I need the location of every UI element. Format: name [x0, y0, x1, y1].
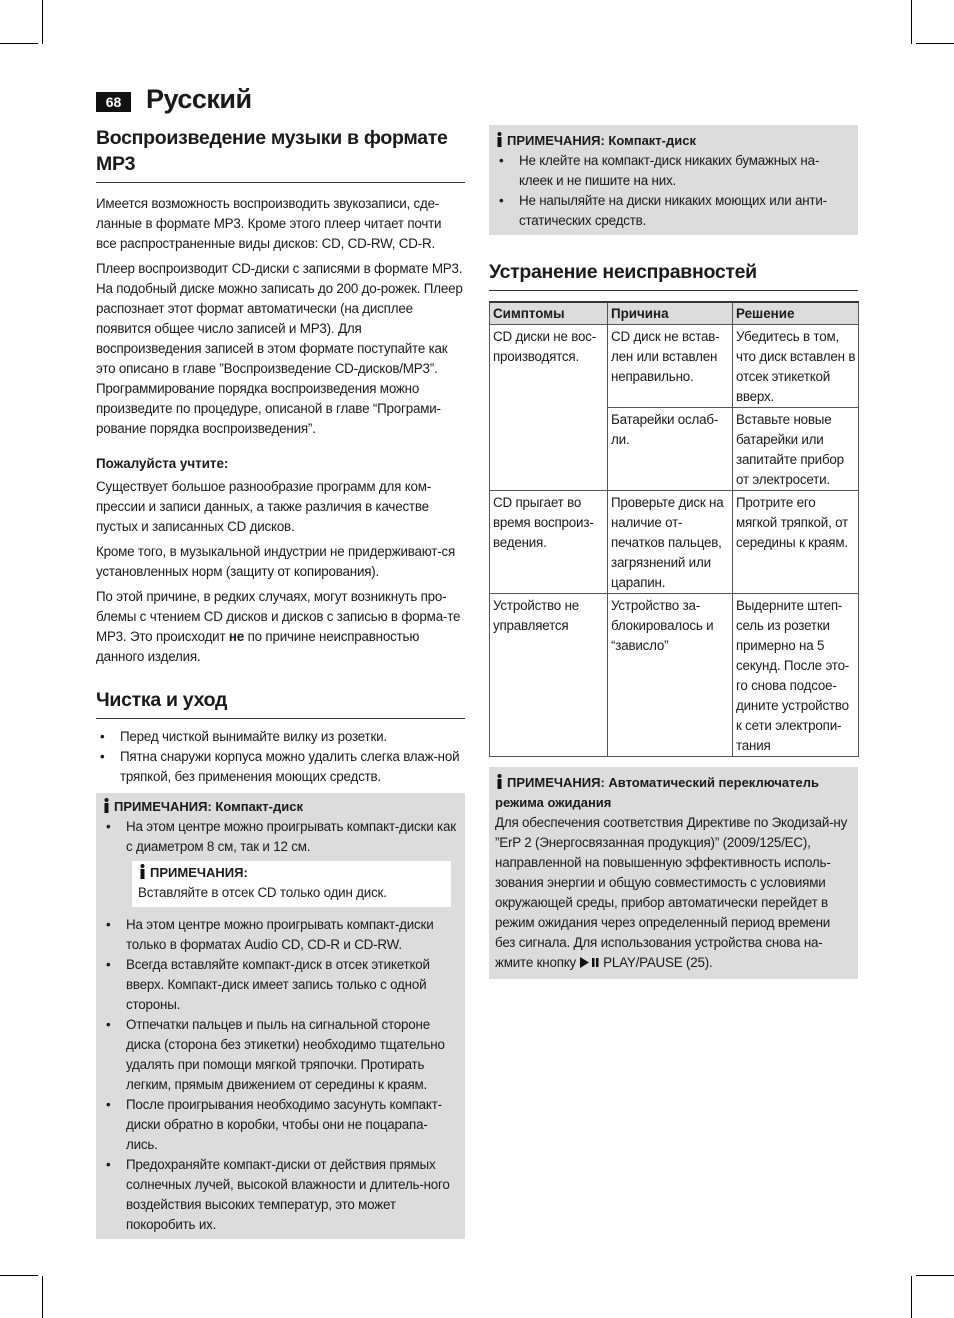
standby-text	[495, 813, 852, 973]
cd-notes-list	[102, 817, 459, 857]
list-item: • На этом центре можно проигрывать компакт-диски только в форматах Audio CD, CD-R и CD-RW.	[102, 915, 459, 955]
list-item: • Отпечатки пальцев и пыль на сигнальной стороне диска (сторона без этикетки) необходимо тщательно удалять при помощи мягкой тряпочки. Протирать легким, прямым движением от середины к краям.	[102, 1015, 459, 1095]
cause-cell: Батарейки ослаб-ли.	[608, 408, 733, 491]
page-number: 68	[96, 92, 131, 112]
crop-mark	[916, 1275, 954, 1276]
inner-note-text: Вставляйте в отсек CD только один диск.	[138, 885, 387, 900]
info-icon	[102, 798, 111, 813]
mp3-paragraph: Плеер воспроизводит CD-диски с записями в формате MP3. На подобный диске можно записать до 200 до-рожек. Плеер распознает этот формат автоматически (на дисплее появится общее число записей и MP3). Для воспроизведения записей в этом формате поступайте как это описано в главе ”Воспроизведение CD-дисков/MP3”. Программирование порядка воспроизведения можно произведите по процедуре, описаной в главе “Програми-рование порядка воспроизведения”.	[96, 261, 463, 436]
info-icon	[495, 132, 504, 147]
right-notes-list	[495, 151, 852, 231]
reason-paragraph	[96, 587, 465, 667]
note-heading-text: ПРИМЕЧАНИЯ: Компакт-диск	[114, 799, 303, 814]
info-icon	[495, 774, 504, 789]
column-header: Симптомы	[490, 302, 608, 325]
note-label: Пожалуйста учтите:	[96, 456, 229, 471]
cause-cell: CD диск не встав-лен или вставлен неправильно.	[608, 325, 733, 408]
solution-cell: Вставьте новые батарейки или запитайте прибор от электросети.	[733, 408, 859, 491]
crop-mark	[42, 0, 43, 44]
cd-notes-box-right	[489, 125, 858, 235]
play-pause-icon	[580, 957, 600, 968]
info-icon	[138, 864, 147, 879]
care-bullets	[96, 727, 465, 787]
note-heading	[102, 797, 459, 817]
list-item: • Перед чисткой вынимайте вилку из розетки.	[96, 727, 465, 747]
crop-mark	[0, 43, 38, 44]
list-item: • На этом центре можно проигрывать компакт-диски как с диаметром 8 см, так и 12 см.	[102, 817, 459, 857]
note-heading-text: ПРИМЕЧАНИЯ: Автоматический переключатель режима ожидания	[495, 775, 819, 810]
left-column	[96, 0, 465, 1239]
mp3-paragraph: Имеется возможность воспроизводить звукозаписи, сде-ланные в формате MP3. Кроме этого плеер читает почти все распространенные виды дисков: CD, CD-RW, CD-R.	[96, 196, 442, 251]
reason-text: По этой причине, в редких случаях, могут возникнуть про-блемы с чтением CD дисков и дисков с записью в форма-те MP3. Это происходит	[96, 589, 461, 644]
column-header: Причина	[608, 302, 733, 325]
inner-note-heading-text: ПРИМЕЧАНИЯ:	[150, 865, 248, 880]
column-header: Решение	[733, 302, 859, 325]
list-item: • Не напыляйте на диски никаких моющих или анти-статических средств.	[495, 191, 852, 231]
inner-note-heading	[138, 863, 445, 883]
standby-text-body: Для обеспечения соответствия Директиве по Экодизай-ну ”ErP 2 (Энергосвязанная продукция)” (2009/125/EC), направленной на повышенную эффективность исполь-зования энергии и общую совместимость с условиями окружающей среды, прибор автоматически перейдет в режим ожидания через определенный период времени без сигнала. Для использования устройства снова на-жмите кнопку	[495, 815, 848, 970]
note-paragraph: Существует большое разнообразие программ для ком-прессии и записи данных, а также различия в качестве пустых и записанных CD дисков.	[96, 479, 432, 534]
note-heading	[495, 773, 852, 813]
reason-emphasis: не	[228, 629, 245, 644]
crop-mark	[916, 43, 954, 44]
cause-cell: Проверьте диск на наличие от-печатков пальцев, загрязнений или царапин.	[608, 491, 733, 594]
list-item: • После проигрывания необходимо засунуть компакт-диски обратно в коробки, чтобы они не поцарапа-лись.	[102, 1095, 459, 1155]
table-row	[490, 325, 859, 408]
table-row	[490, 594, 859, 757]
inner-note-box	[132, 861, 451, 907]
right-column	[489, 0, 858, 979]
care-section-title: Чистка и уход	[96, 687, 465, 719]
standby-notes-box	[489, 767, 858, 979]
note-paragraph: Кроме того, в музыкальной индустрии не придерживают-ся установленных норм (защиту от копирования).	[96, 544, 456, 579]
note-heading	[495, 131, 852, 151]
table-header-row	[490, 302, 859, 325]
symptom-cell: CD диски не вос-производятся.	[490, 325, 608, 491]
list-item: • Не клейте на компакт-диск никаких бумажных на-клеек и не пишите на них.	[495, 151, 852, 191]
solution-cell: Выдерните штеп-сель из розетки примерно на 5 секунд. После это-го снова подсое-дините устройство к сети электропи-тания	[733, 594, 859, 757]
play-pause-label: PLAY/PAUSE (25).	[603, 955, 713, 970]
table-row	[490, 491, 859, 594]
list-item: • Всегда вставляйте компакт-диск в отсек этикеткой вверх. Компакт-диск имеет запись только с одной стороны.	[102, 955, 459, 1015]
cd-notes-list-more	[102, 915, 459, 1235]
language-title: Русский	[146, 84, 252, 114]
cd-notes-box	[96, 793, 465, 1239]
list-item: • Предохраняйте компакт-диски от действия прямых солнечных лучей, высокой влажности и длитель-ного воздействия высоких температур, это может покоробить их.	[102, 1155, 459, 1235]
crop-mark	[911, 0, 912, 44]
crop-mark	[0, 1275, 38, 1276]
cause-cell: Устройство за-блокировалось и “зависло”	[608, 594, 733, 757]
note-heading-text: ПРИМЕЧАНИЯ: Компакт-диск	[507, 133, 696, 148]
crop-mark	[42, 1276, 43, 1318]
symptom-cell: Устройство не управляется	[490, 594, 608, 757]
symptom-cell: CD прыгает во время воспроиз-ведения.	[490, 491, 608, 594]
reason-text: по причине неисправностью данного изделия.	[96, 629, 420, 664]
solution-cell: Убедитесь в том, что диск вставлен в отсек этикеткой вверх.	[733, 325, 859, 408]
troubleshooting-title: Устранение неисправностей	[489, 259, 858, 291]
crop-mark	[911, 1276, 912, 1318]
solution-cell: Протрите его мягкой тряпкой, от середины к краям.	[733, 491, 859, 594]
troubleshooting-table	[489, 301, 859, 757]
list-item: • Пятна снаружи корпуса можно удалить слегка влаж-ной тряпкой, без применения моющих средств.	[96, 747, 465, 787]
mp3-section-title: Воспроизведение музыки в формате MP3	[96, 125, 465, 183]
